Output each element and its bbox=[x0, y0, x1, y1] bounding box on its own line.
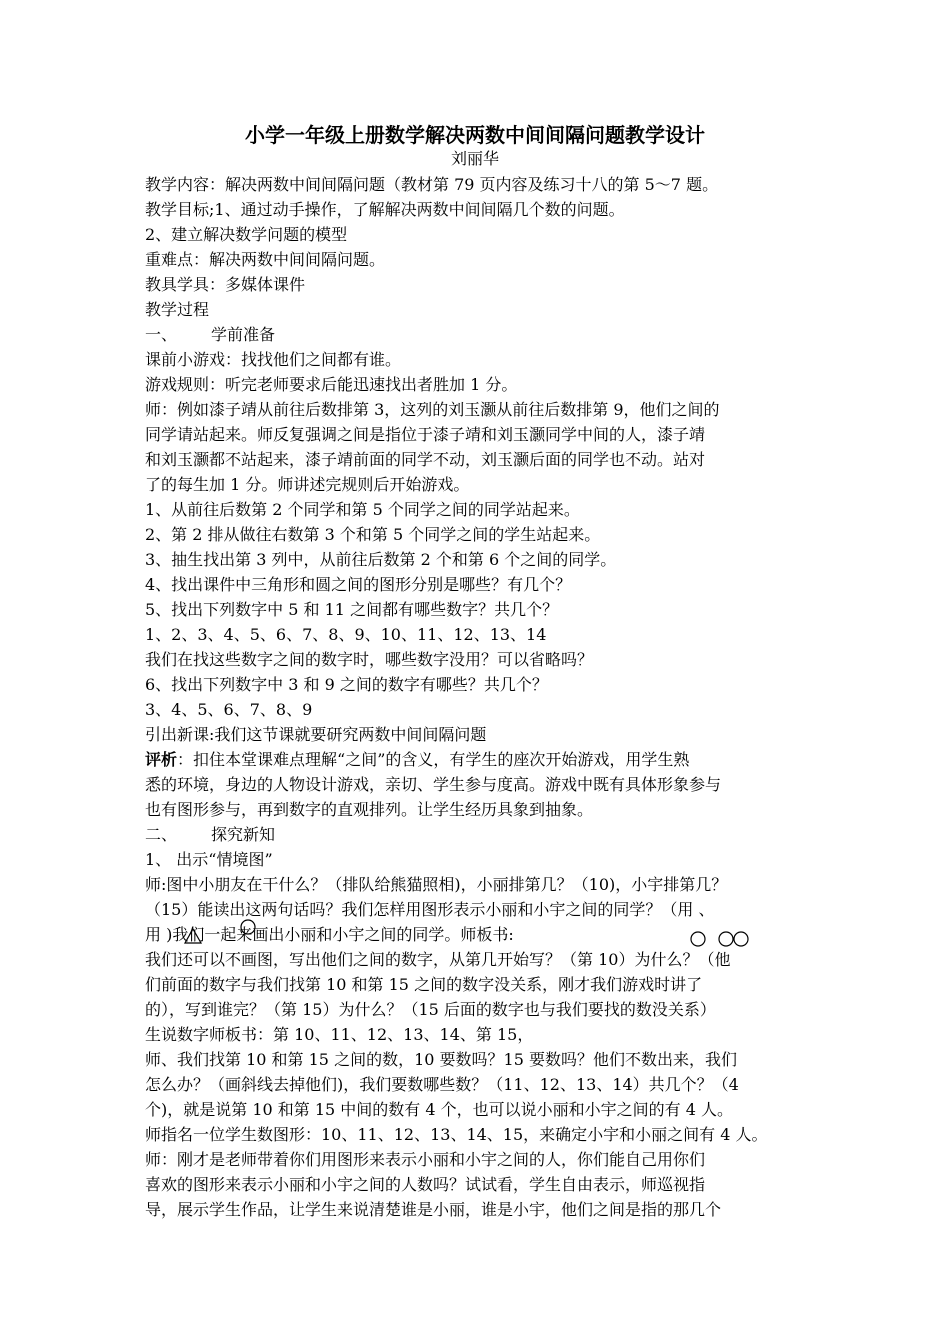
section-heading-2 bbox=[145, 824, 825, 846]
paragraph-line: 我们在找这些数字之间的数字时，哪些数字没用？可以省略吗？ bbox=[145, 650, 594, 669]
paragraph-line: 导，展示学生作品，让学生来说清楚谁是小丽，谁是小宇，他们之间是指的那几个 bbox=[145, 1200, 722, 1219]
paragraph-line: 同学请站起来。师反复强调之间是指位于漆子靖和刘玉灏同学中间的人，漆子靖 bbox=[145, 425, 706, 444]
paragraph-line: 师指名一位学生数图形：10、11、12、13、14、15，来确定小宇和小丽之间有 4 人。 bbox=[145, 1125, 768, 1144]
section-title: 探究新知 bbox=[211, 825, 276, 844]
paragraph-line: 教具学具：多媒体课件 bbox=[145, 275, 306, 294]
paragraph-line: 教学过程 bbox=[145, 300, 210, 319]
paragraph-line: 用 )我们一起来画出小丽和小宇之间的同学。师板书: bbox=[145, 925, 514, 944]
paragraph-line: 生说数字师板书：第 10、11、12、13、14、第 15， bbox=[145, 1025, 534, 1044]
paragraph-line: 3、抽生找出第 3 列中，从前往后数第 2 个和第 6 个之间的同学。 bbox=[145, 550, 617, 569]
paragraph-line: 教学目标;1、通过动手操作，了解解决两数中间间隔几个数的问题。 bbox=[145, 200, 625, 219]
paragraph-line: 2、建立解决数学问题的模型 bbox=[145, 225, 348, 244]
paragraph-line: 个)，就是说第 10 和第 15 中间的数有 4 个，也可以说小丽和小宇之间的有 4 人。 bbox=[145, 1100, 734, 1119]
paragraph-line: 我们还可以不画图，写出他们之间的数字，从第几开始写？（第 10）为什么？（他 bbox=[145, 950, 731, 969]
paragraph-line: 师：刚才是老师带着你们用图形来表示小丽和小宇之间的人，你们能自己用你们 bbox=[145, 1150, 706, 1169]
paragraph-line: 2、第 2 排从做往右数第 3 个和第 5 个同学之间的学生站起来。 bbox=[145, 525, 601, 544]
paragraph-line: 5、找出下列数字中 5 和 11 之间都有哪些数字？共几个？ bbox=[145, 600, 559, 619]
paragraph-line: 重难点：解决两数中间间隔问题。 bbox=[145, 250, 386, 269]
comment-label: 评析 bbox=[145, 750, 178, 769]
paragraph-line: 1、 出示“情境图” bbox=[145, 850, 273, 869]
paragraph-line: 1、从前往后数第 2 个同学和第 5 个同学之间的同学站起来。 bbox=[145, 500, 580, 519]
paragraph-line: 的），写到谁完？（第 15）为什么？（15 后面的数字也与我们要找的数没关系） bbox=[145, 1000, 716, 1019]
section-number: 一、 bbox=[145, 325, 178, 344]
comment-line bbox=[145, 749, 825, 771]
comment-line: 悉的环境，身边的人物设计游戏，亲切、学生参与度高。游戏中既有具体形象参与 bbox=[145, 775, 722, 794]
paragraph-line: 师:图中小朋友在干什么？（排队给熊猫照相)，小丽排第几？（10)，小宇排第几？ bbox=[145, 875, 728, 894]
paragraph-line: 引出新课:我们这节课就要研究两数中间间隔问题 bbox=[145, 725, 487, 744]
paragraph-line: 6、找出下列数字中 3 和 9 之间的数字有哪些？共几个？ bbox=[145, 675, 548, 694]
paragraph-line: 3、4、5、6、7、8、9 bbox=[145, 700, 313, 719]
paragraph-line: 师、我们找第 10 和第 15 之间的数，10 要数吗？15 要数吗？他们不数出来，我们 bbox=[145, 1050, 737, 1069]
document-title: 小学一年级上册数学解决两数中间间隔问题教学设计 bbox=[245, 123, 705, 147]
paragraph-line: 教学内容：解决两数中间间隔问题（教材第 79 页内容及练习十八的第 5～7 题。 bbox=[145, 175, 719, 194]
paragraph-line: 游戏规则：听完老师要求后能迅速找出者胜加 1 分。 bbox=[145, 375, 518, 394]
paragraph-line: 喜欢的图形来表示小丽和小宇之间的人数吗？试试看，学生自由表示，师巡视指 bbox=[145, 1175, 706, 1194]
section-heading-1 bbox=[145, 324, 825, 346]
paragraph-line: 怎么办？（画斜线去掉他们)，我们要数哪些数？（11、12、13、14）共几个？（4 bbox=[145, 1075, 739, 1094]
paragraph-line: 了的每生加 1 分。师讲述完规则后开始游戏。 bbox=[145, 475, 470, 494]
paragraph-line: 师：例如漆子靖从前往后数排第 3，这列的刘玉灏从前往后数排第 9，他们之间的 bbox=[145, 400, 720, 419]
comment-line: 也有图形参与，再到数字的直观排列。让学生经历具象到抽象。 bbox=[145, 800, 594, 819]
comment-text: ：扣住本堂课难点理解“之间”的含义，有学生的座次开始游戏，用学生熟 bbox=[177, 750, 690, 769]
paragraph-line: （15）能读出这两句话吗？我们怎样用图形表示小丽和小宇之间的同学？（用 、 bbox=[145, 900, 715, 919]
paragraph-line: 4、找出课件中三角形和圆之间的图形分别是哪些？有几个？ bbox=[145, 575, 572, 594]
paragraph-line: 和刘玉灏都不站起来，漆子靖前面的同学不动，刘玉灏后面的同学也不动。站对 bbox=[145, 450, 706, 469]
paragraph-line: 们前面的数字与我们找第 10 和第 15 之间的数字没关系，刚才我们游戏时讲了 bbox=[145, 975, 703, 994]
document-author: 刘丽华 bbox=[450, 149, 499, 168]
paragraph-line: 1、2、3、4、5、6、7、8、9、10、11、12、13、14 bbox=[145, 625, 547, 644]
paragraph-line: 课前小游戏：找找他们之间都有谁。 bbox=[145, 350, 402, 369]
section-number: 二、 bbox=[145, 825, 178, 844]
section-title: 学前准备 bbox=[211, 325, 276, 344]
